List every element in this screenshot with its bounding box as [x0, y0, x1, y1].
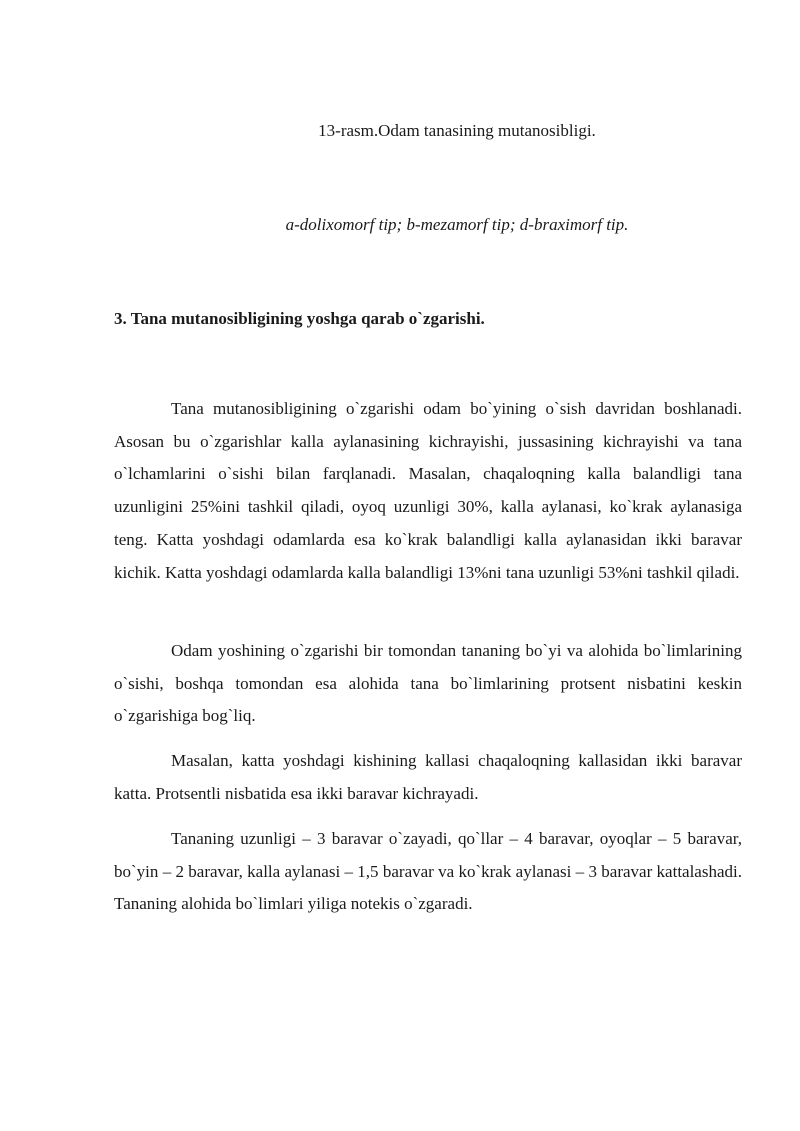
paragraph	[114, 823, 742, 921]
paragraph	[114, 635, 742, 733]
paragraph-text: Tana mutanosibligining o`zgarishi odam bo`yining o`sish davridan boshlanadi. Asosan bu o`zgarishlar kalla aylanasining kichrayishi, jussasining kichrayishi va tana o`lchamlarini o`sishi bilan farqlanadi. Masalan, chaqaloqning kalla balandligi tana uzunligini 25%ini tashkil qiladi, oyoq uzunligi 30%, kalla aylanasi, ko`krak aylanasiga teng. Katta yoshdagi odamlarda esa ko`krak balandligi kalla aylanasidan ikki baravar kichik. Katta yoshdagi odamlarda kalla balandligi 13%ni tana uzunligi 53%ni tashkil qiladi.	[114, 399, 742, 582]
figure-type-legend: a-dolixomorf tip; b-mezamorf tip; d-braximorf tip.	[285, 215, 629, 234]
paragraph	[114, 745, 742, 810]
paragraph-text: Masalan, katta yoshdagi kishining kallasi chaqaloqning kallasidan ikki baravar katta. Protsentli nisbatida esa ikki baravar kichrayadi.	[114, 751, 742, 803]
paragraph-text: Tananing uzunligi – 3 baravar o`zayadi, qo`llar – 4 baravar, oyoqlar – 5 baravar, bo`yin – 2 baravar, kalla aylanasi – 1,5 baravar va ko`krak aylanasi – 3 baravar kattalashadi. Tananing alohida bo`limlari yiliga notekis o`zgaradi.	[114, 829, 742, 914]
paragraph-text: Odam yoshining o`zgarishi bir tomondan tananing bo`yi va alohida bo`limlarining o`sishi, boshqa tomondan esa alohida tana bo`limlarining protsent nisbatini keskin o`zgarishiga bog`liq.	[114, 641, 742, 726]
section-heading: 3. Tana mutanosibligining yoshga qarab o`zgarishi.	[114, 309, 485, 328]
paragraph	[114, 393, 742, 589]
figure-caption: 13-rasm.Odam tanasining mutanosibligi.	[318, 121, 596, 140]
